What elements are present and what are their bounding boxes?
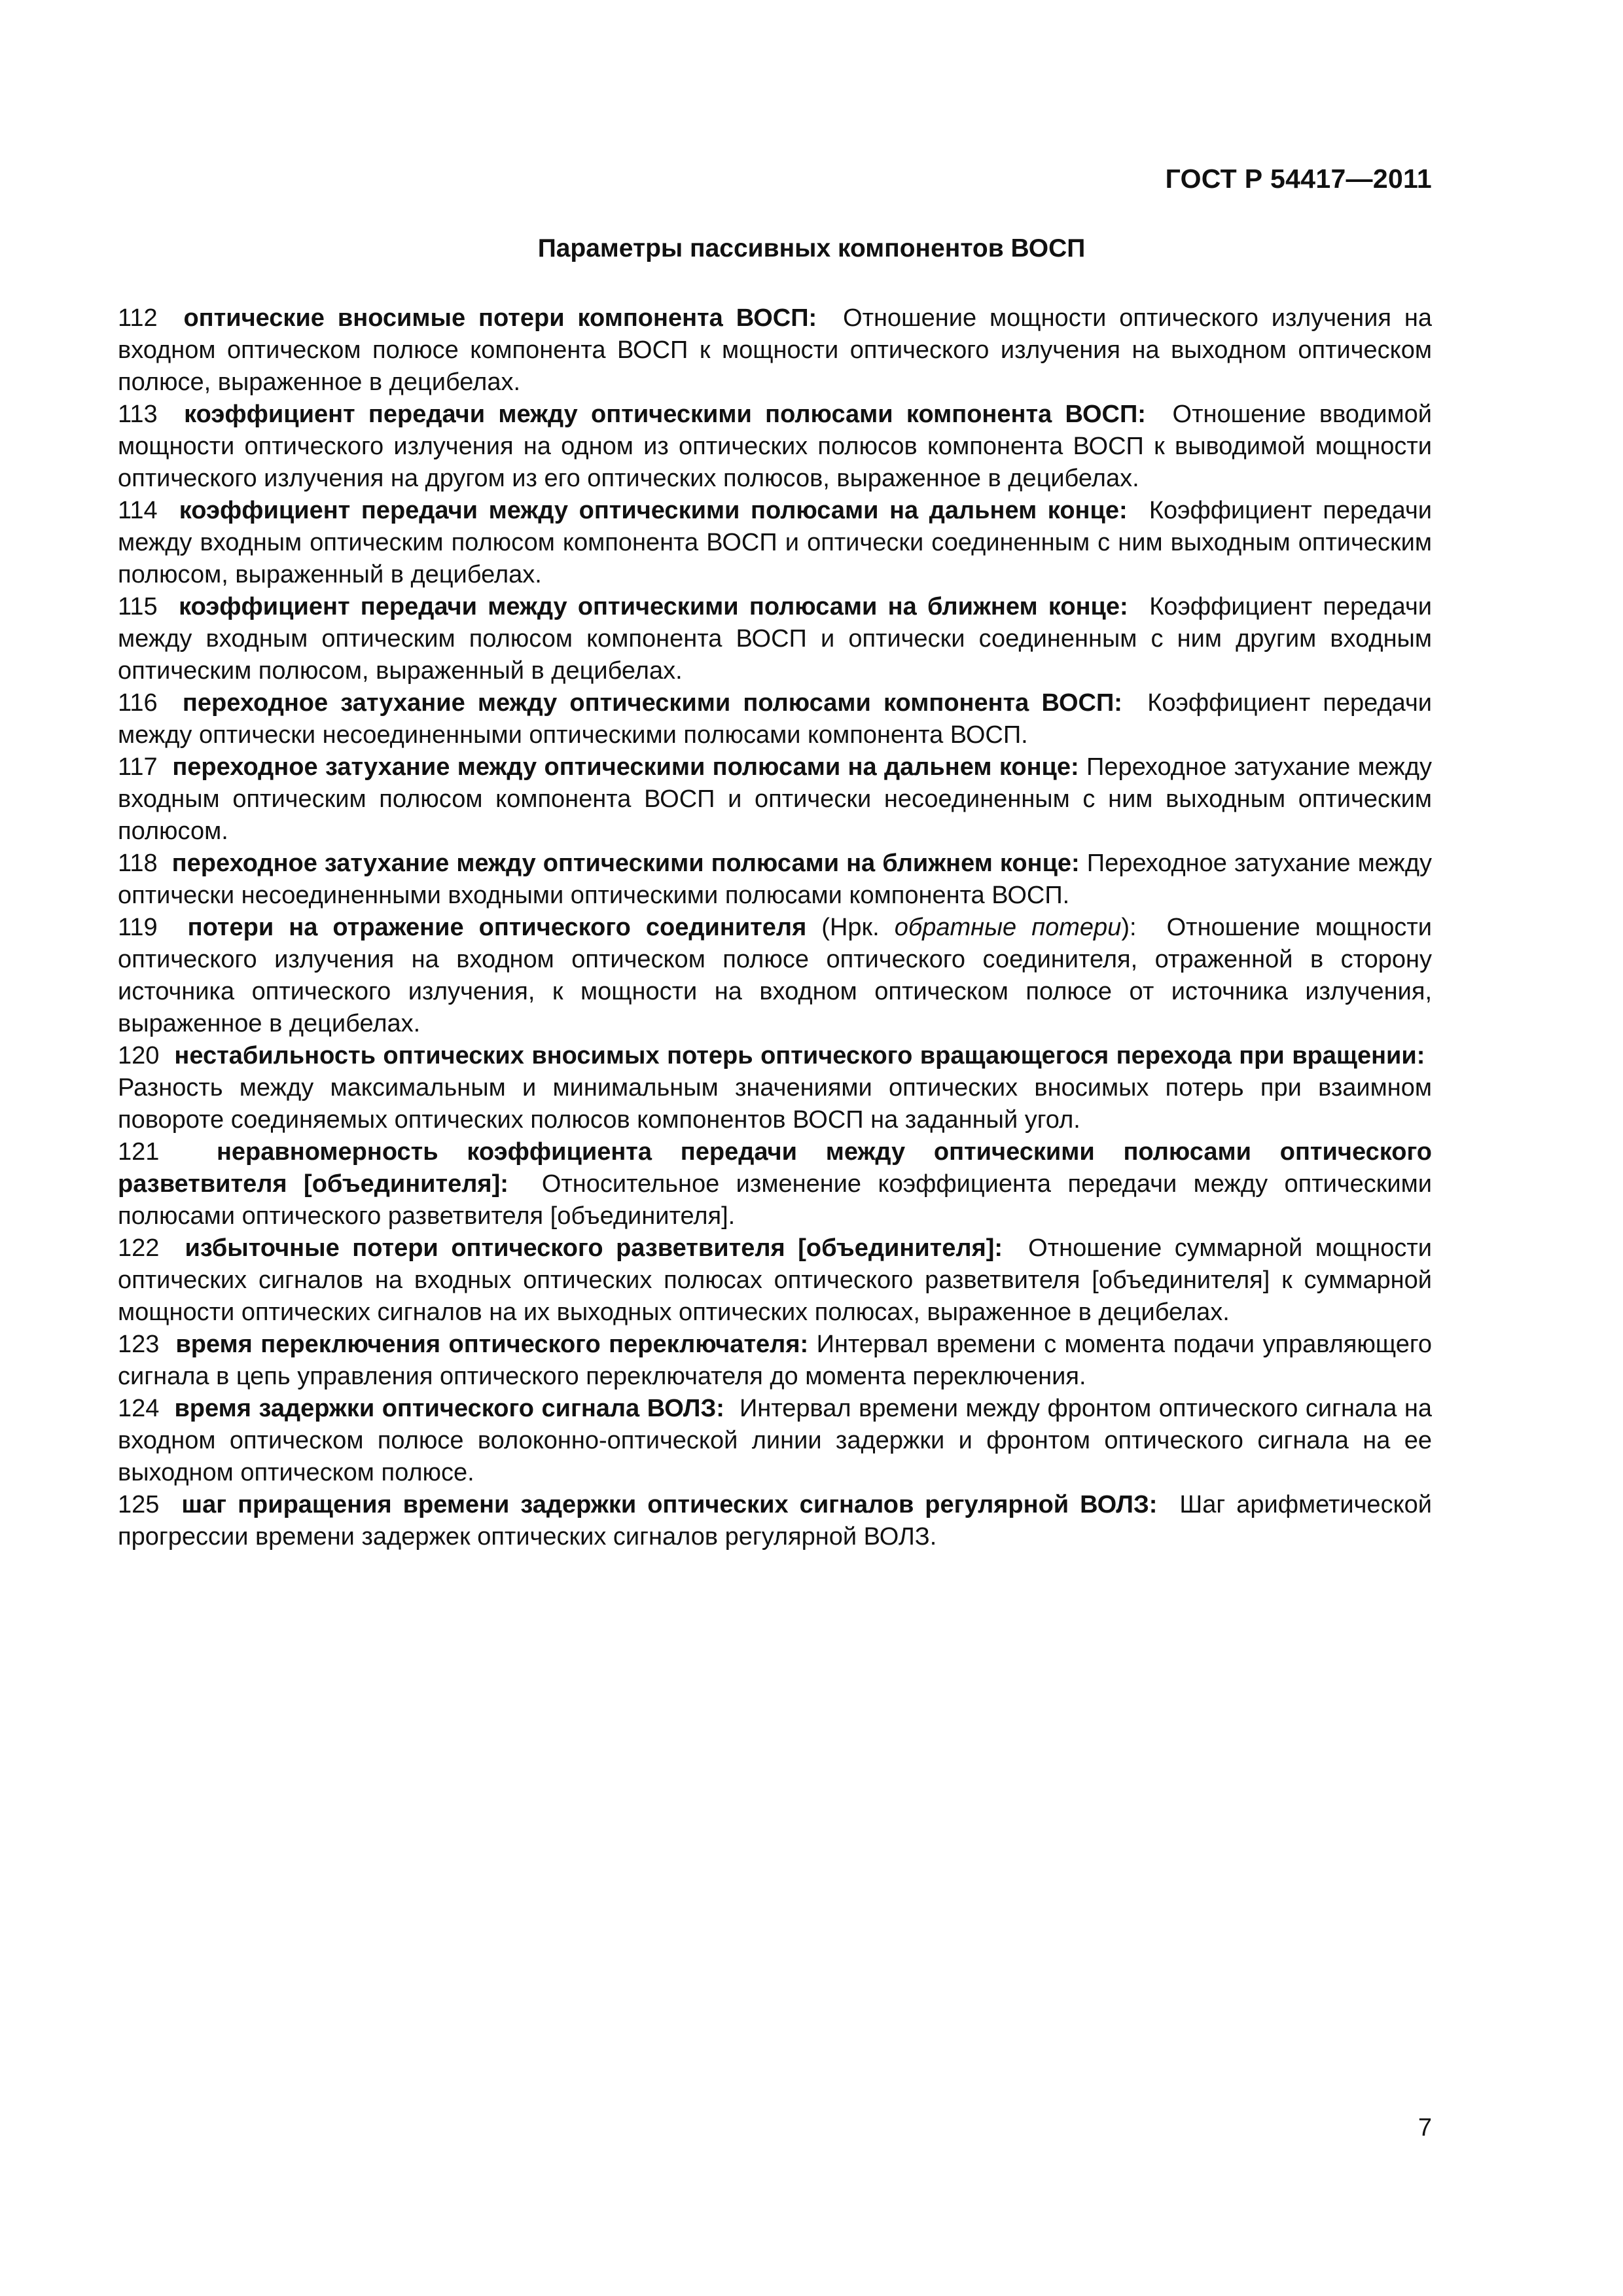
term-definition: Переходное затухание между оптически несоединенными входными оптическими полюсами компонента ВОСП. <box>118 850 1432 909</box>
term-definition: Разность между максимальным и минимальным значениями оптических вносимых потерь при взаимном повороте соединяемых оптических полюсов компонентов ВОСП на заданный угол. <box>118 1074 1432 1134</box>
term-number: 113 <box>118 401 158 428</box>
term-definition: Отношение суммарной мощности оптических сигналов на входных оптических полюсах оптического разветвителя [объединителя] к суммарной мощности оптических сигналов на их выходных оптических полюсах, выраженное в децибелах. <box>118 1234 1432 1326</box>
term-name: переходное затухание между оптическими полюсами на ближнем конце: <box>171 850 1080 877</box>
term-entry-114 <box>118 495 1432 591</box>
term-name: коэффициент передачи между оптическими полюсами на ближнем конце: <box>179 593 1128 620</box>
term-definition: Коэффициент передачи между входным оптическим полюсом компонента ВОСП и оптически соединенным с ним выходным оптическим полюсом, выраженный в децибелах. <box>118 497 1432 588</box>
term-name: коэффициент передачи между оптическими полюсами компонента ВОСП: <box>184 401 1146 428</box>
term-entry-113 <box>118 399 1432 495</box>
term-note <box>821 914 1136 941</box>
term-definition: Шаг арифметической прогрессии времени задержек оптических сигналов регулярной ВОЛЗ. <box>118 1491 1432 1551</box>
term-name: переходное затухание между оптическими полюсами компонента ВОСП: <box>182 689 1122 717</box>
term-entry-116 <box>118 687 1432 751</box>
term-name: потери на отражение оптического соединителя <box>187 914 807 941</box>
term-number: 121 <box>118 1138 160 1166</box>
term-definition: Коэффициент передачи между оптически несоединенными оптическими полюсами компонента ВОСП. <box>118 689 1432 749</box>
term-definition: Интервал времени с момента подачи управляющего сигнала в цепь управления оптического переключателя до момента переключения. <box>118 1331 1432 1390</box>
term-entry-115 <box>118 591 1432 687</box>
section-title: Параметры пассивных компонентов ВОСП <box>537 234 1086 262</box>
term-name: шаг приращения времени задержки оптических сигналов регулярной ВОЛЗ: <box>181 1491 1158 1518</box>
term-entry-123 <box>118 1329 1432 1393</box>
note-suffix: ): <box>1121 914 1137 941</box>
term-name: коэффициент передачи между оптическими полюсами на дальнем конце: <box>179 497 1128 524</box>
term-entry-124 <box>118 1393 1432 1489</box>
term-definition: Относительное изменение коэффициента передачи между оптическими полюсами оптического разветвителя [объединителя]. <box>118 1170 1433 1230</box>
term-definition: Отношение вводимой мощности оптического излучения на одном из оптических полюсов компонента ВОСП к выводимой мощности оптического излучения на другом из его оптических полюсов, выраженное в децибелах. <box>118 401 1432 492</box>
term-definition: Интервал времени между фронтом оптического сигнала на входном оптическом полюсе волоконно-оптической линии задержки и фронтом оптического сигнала на ее выходном оптическом полюсе. <box>118 1395 1433 1486</box>
term-number: 118 <box>118 850 158 877</box>
term-entry-117 <box>118 751 1432 848</box>
term-number: 114 <box>118 497 158 524</box>
term-entry-122 <box>118 1232 1432 1329</box>
term-number: 116 <box>118 689 158 717</box>
term-entry-120 <box>118 1040 1432 1136</box>
term-number: 117 <box>118 753 158 781</box>
term-number: 112 <box>118 304 158 332</box>
term-name: оптические вносимые потери компонента ВОСП: <box>183 304 817 332</box>
term-name: время задержки оптического сигнала ВОЛЗ: <box>174 1395 724 1422</box>
term-definition: Отношение мощности оптического излучения на входном оптическом полюсе компонента ВОСП к мощности оптического излучения на выходном оптическом полюсе, выраженное в децибелах. <box>118 304 1432 396</box>
term-number: 122 <box>118 1234 160 1262</box>
term-name: неравномерность коэффициента передачи между оптическими полюсами оптического разветвителя [объединителя]: <box>118 1138 1432 1198</box>
note-prefix: (Нрк. <box>821 914 895 941</box>
term-definition: Переходное затухание между входным оптическим полюсом компонента ВОСП и оптически несоединенным с ним выходным оптическим полюсом. <box>118 753 1432 845</box>
term-name: время переключения оптического переключателя: <box>175 1331 809 1358</box>
term-number: 125 <box>118 1491 160 1518</box>
term-name: нестабильность оптических вносимых потерь оптического вращающегося перехода при вращении: <box>174 1042 1425 1069</box>
term-number: 123 <box>118 1331 160 1358</box>
term-definition: Коэффициент передачи между входным оптическим полюсом компонента ВОСП и оптически соединенным с ним другим входным оптическим полюсом, выраженный в децибелах. <box>118 593 1432 685</box>
term-name: избыточные потери оптического разветвителя [объединителя]: <box>185 1234 1003 1262</box>
term-entry-112 <box>118 302 1432 399</box>
term-entry-125 <box>118 1489 1432 1553</box>
term-name: переходное затухание между оптическими полюсами на дальнем конце: <box>172 753 1079 781</box>
term-entry-118 <box>118 848 1432 912</box>
term-entry-119 <box>118 912 1432 1040</box>
term-number: 120 <box>118 1042 160 1069</box>
term-definition: Отношение мощности оптического излучения на входном оптическом полюсе оптического соединителя, отраженной в сторону источника оптического излучения, к мощности на входном оптическом полюсе от источника излучения, выраженное в децибелах. <box>118 914 1432 1037</box>
page-number: 7 <box>1418 2114 1432 2142</box>
term-entry-121 <box>118 1136 1432 1232</box>
terms-list <box>118 302 1432 1553</box>
term-number: 119 <box>118 914 158 941</box>
note-deprecated-term: обратные потери <box>894 914 1122 941</box>
document-code: ГОСТ Р 54417—2011 <box>1165 164 1432 194</box>
term-number: 115 <box>118 593 158 620</box>
term-number: 124 <box>118 1395 160 1422</box>
